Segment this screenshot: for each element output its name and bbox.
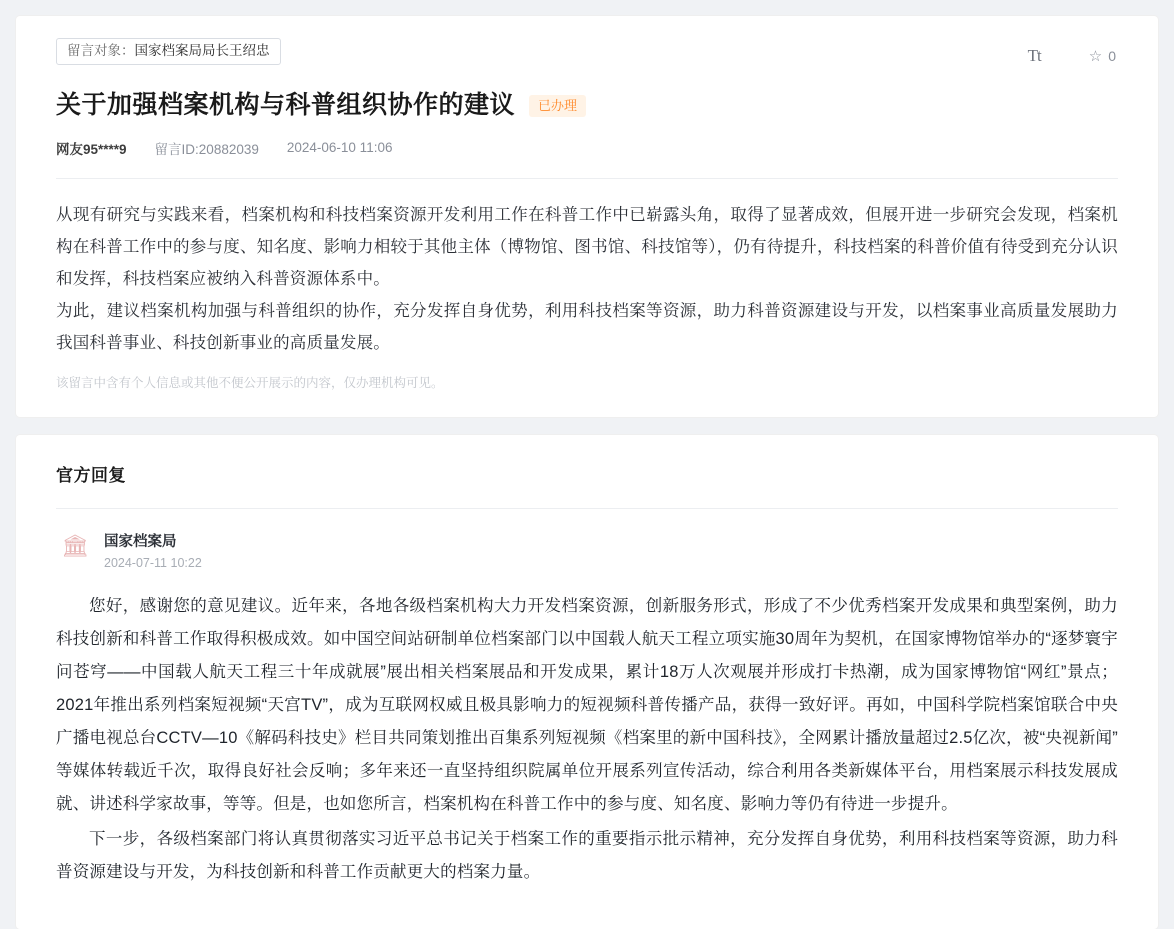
message-meta xyxy=(56,138,1118,158)
toolbar xyxy=(1028,46,1116,66)
star-icon: ☆ xyxy=(1088,47,1103,65)
institution-icon: 🏛 xyxy=(61,533,89,559)
recipient-tag xyxy=(56,38,281,65)
reply-datetime: 2024-07-11 10:22 xyxy=(104,556,202,571)
message-id: 留言ID:20882039 xyxy=(154,141,259,157)
author-name: 网友95****9 xyxy=(56,141,127,157)
reply-author-meta xyxy=(104,529,202,570)
title-row xyxy=(56,85,1118,121)
reply-card xyxy=(16,435,1158,929)
message-body xyxy=(56,199,1118,360)
message-paragraph: 为此，建议档案机构加强与科普组织的协作，充分发挥自身优势，利用科技档案等资源，助力科普资源建设与开发，以档案事业高质量发展助力我国科普事业、科技创新事业的高质量发展。 xyxy=(56,302,1118,353)
message-card xyxy=(16,16,1158,417)
reply-paragraph: 下一步，各级档案部门将认真贯彻落实习近平总书记关于档案工作的重要指示批示精神，充分发挥自身优势，利用科技档案等资源，助力科普资源建设与开发，为科技创新和科普工作贡献更大的档案力量。 xyxy=(56,830,1118,882)
font-size-icon[interactable]: Tt xyxy=(1027,46,1041,65)
reply-paragraph: 您好，感谢您的意见建议。近年来，各地各级档案机构大力开发档案资源，创新服务形式，形成了不少优秀档案开发成果和典型案例，助力科技创新和科普工作取得积极成效。如中国空间站研制单位档案部门以中国载人航天工程立项实施30周年为契机，在国家博物馆举办的“逐梦寰宇问苍穹——中国载人航天工程三十年成就展”展出相关档案展品和开发成果，累计18万人次观展并形成打卡热潮，成为国家博物馆“网红”景点；2021年推出系列档案短视频“天宫TV”，成为互联网权威且极具影响力的短视频科普传播产品，获得一致好评。再如，中国科学院档案馆联合中央广播电视总台CCTV—10《解码科技史》栏目共同策划推出百集系列短视频《档案里的新中国科技》，全网累计播放量超过2.5亿次，被“央视新闻”等媒体转载近千次，取得良好社会反响；多年来还一直坚持组织院属单位开展系列宣传活动，综合利用各类新媒体平台，用档案展示科技发展成就、讲述科学家故事，等等。但是，也如您所言，档案机构在科普工作中的参与度、知名度、影响力等仍有待进一步提升。 xyxy=(56,597,1118,814)
reply-body xyxy=(56,590,1118,889)
page-title: 关于加强档案机构与科普组织协作的建议 xyxy=(56,90,516,119)
recipient-row xyxy=(56,38,1118,65)
favorite-count: 0 xyxy=(1108,48,1116,64)
message-divider xyxy=(56,178,1118,179)
reply-author-row xyxy=(56,529,1118,570)
privacy-note: 该留言中含有个人信息或其他不便公开展示的内容，仅办理机构可见。 xyxy=(56,376,444,391)
recipient-label: 留言对象： xyxy=(67,43,135,58)
status-badge: 已办理 xyxy=(529,95,586,117)
message-paragraph: 从现有研究与实践来看，档案机构和科技档案资源开发利用工作在科普工作中已崭露头角，取得了显著成效，但展开进一步研究会发现，档案机构在科普工作中的参与度、知名度、影响力相较于其他主体（博物馆、图书馆、科技馆等），仍有待提升，科技档案的科普价值有待受到充分认识和发挥，科技档案应被纳入科普资源体系中。 xyxy=(56,205,1118,288)
reply-heading: 官方回复 xyxy=(56,466,126,486)
message-datetime: 2024-06-10 11:06 xyxy=(286,140,393,155)
recipient-value: 国家档案局局长王绍忠 xyxy=(134,43,270,58)
reply-divider xyxy=(56,508,1118,509)
reply-org-name: 国家档案局 xyxy=(104,534,177,551)
favorite-button[interactable] xyxy=(1089,48,1116,64)
